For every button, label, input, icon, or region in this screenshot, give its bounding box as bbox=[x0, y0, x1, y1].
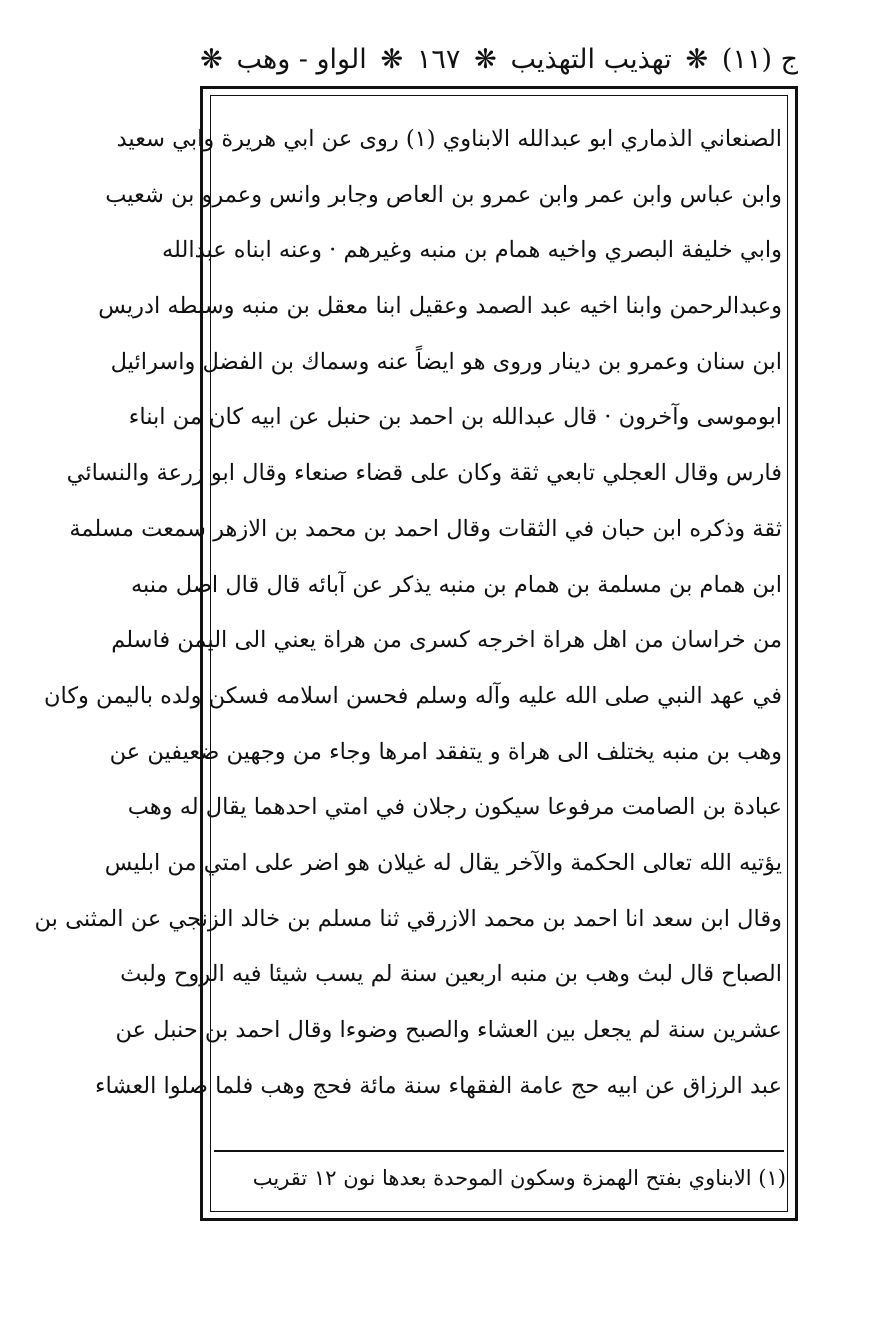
text-line: الصنعاني الذماري ابو عبدالله الابناوي (١) روى عن ابي هريرة وابي سعيد bbox=[116, 126, 782, 152]
text-line: وابن عباس وابن عمر وابن عمرو بن العاص وجابر وانس وعمرو بن شعيب bbox=[105, 181, 782, 208]
volume-label: ج (١١) bbox=[721, 44, 798, 75]
ornament-icon: ❋ bbox=[200, 44, 223, 75]
text-line: عشرين سنة لم يجعل بين العشاء والصبح وضوءا وقال احمد بن حنبل عن bbox=[115, 1017, 782, 1043]
body-text bbox=[34, 112, 782, 1114]
text-line: عبد الرزاق عن ابيه حج عامة الفقهاء سنة مائة فحج وهب فلما صلوا العشاء bbox=[94, 1072, 782, 1099]
chapter-label: الواو - وهب bbox=[236, 44, 367, 75]
text-line: وقال ابن سعد انا احمد بن محمد الازرقي ثنا مسلم بن خالد الزنجي عن المثنى بن bbox=[34, 905, 782, 932]
text-line: الصباح قال لبث وهب بن منبه اربعين سنة لم يسب شيئا فيه الروح ولبث bbox=[120, 961, 782, 988]
footnote-divider bbox=[214, 1150, 784, 1152]
footnote: (١) الابناوي بفتح الهمزة وسكون الموحدة بعدها نون ١٢ تقريب bbox=[252, 1166, 786, 1190]
text-line: فارس وقال العجلي تابعي ثقة وكان على قضاء صنعاء وقال ابو زرعة والنسائي bbox=[66, 460, 782, 487]
text-line: وابي خليفة البصري واخيه همام بن منبه وغيرهم · وعنه ابناه عبدالله bbox=[161, 237, 782, 264]
text-line: يؤتيه الله تعالى الحكمة والآخر يقال له غيلان هو اضر على امتي من ابليس bbox=[104, 849, 782, 876]
text-line: من خراسان من اهل هراة اخرجه كسرى من هراة يعني الى اليمن فاسلم bbox=[111, 627, 782, 654]
page-number: ١٦٧ bbox=[416, 44, 461, 75]
ornament-icon: ❋ bbox=[685, 44, 709, 75]
text-line: عبادة بن الصامت مرفوعا سيكون رجلان في امتي احدهما يقال له وهب bbox=[127, 794, 782, 821]
book-title: تهذيب التهذيب bbox=[510, 44, 672, 75]
text-line: ابن همام بن مسلمة بن همام بن منبه يذكر عن آبائه قال قال اصل منبه bbox=[130, 571, 782, 598]
ornament-icon: ❋ bbox=[380, 44, 404, 75]
text-line: وهب بن منبه يختلف الى هراة و يتفقد امرها وجاء من وجهين ضعيفين عن bbox=[109, 738, 782, 765]
text-line: ابوموسى وآخرون · قال عبدالله بن احمد بن حنبل عن ابيه كان من ابناء bbox=[128, 404, 782, 431]
text-line: ابن سنان وعمرو بن دينار وروى هو ايضاً عنه وسماك بن الفضل واسرائيل bbox=[110, 348, 782, 375]
running-header bbox=[200, 38, 798, 82]
text-line: في عهد النبي صلى الله عليه وآله وسلم فحسن اسلامه فسكن ولده باليمن وكان bbox=[43, 682, 782, 709]
text-line: وعبدالرحمن وابنا اخيه عبد الصمد وعقيل ابنا معقل بن منبه وسبطه ادريس bbox=[98, 293, 782, 320]
text-line: ثقة وذكره ابن حبان في الثقات وقال احمد بن محمد بن الازهر سمعت مسلمة bbox=[69, 515, 782, 542]
ornament-icon: ❋ bbox=[474, 44, 497, 75]
